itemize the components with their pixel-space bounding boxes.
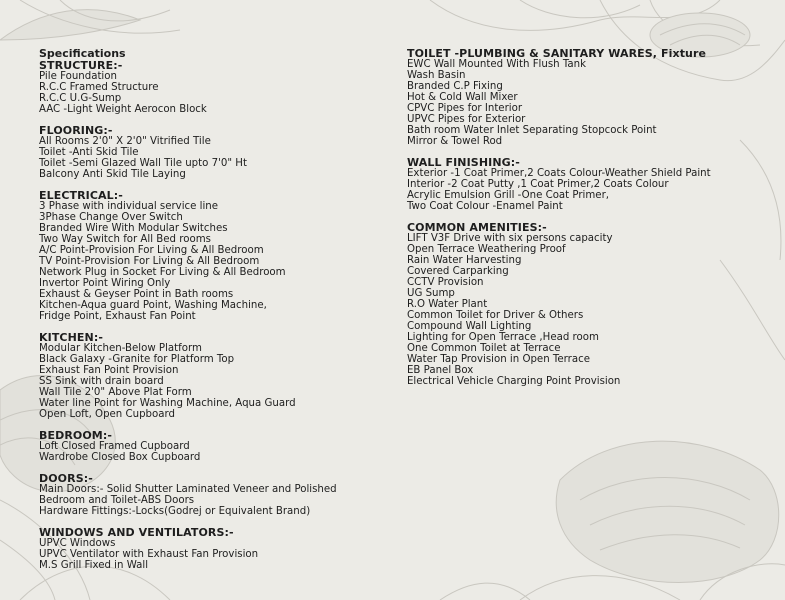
section-flooring: [39, 125, 399, 180]
spec-item: UPVC Ventilator with Exhaust Fan Provision: [39, 549, 259, 560]
spec-item: R.C.C Framed Structure: [39, 82, 159, 93]
section-title: WINDOWS AND VENTILATORS:-: [39, 526, 234, 539]
spec-item: Common Toilet for Driver & Others: [407, 310, 584, 321]
spec-item: Loft Closed Framed Cupboard: [39, 441, 190, 452]
spec-item: Acrylic Emulsion Grill -One Coat Primer,: [407, 190, 609, 201]
spec-item: AAC -Light Weight Aerocon Block: [39, 104, 207, 115]
section-title: ELECTRICAL:-: [39, 189, 123, 202]
spec-item: Two Coat Colour -Enamel Paint: [407, 201, 563, 212]
spec-item: A/C Point-Provision For Living & All Bedroom: [39, 245, 264, 256]
spec-item: Branded C.P Fixing: [407, 81, 503, 92]
spec-item: Wall Tile 2'0" Above Plat Form: [39, 387, 192, 398]
spec-item: Bedroom and Toilet-ABS Doors: [39, 495, 195, 506]
spec-item: Exterior -1 Coat Primer,2 Coats Colour-Weather Shield Paint: [407, 168, 711, 179]
spec-item: Wardrobe Closed Box Cupboard: [39, 452, 201, 463]
spec-item: Hot & Cold Wall Mixer: [407, 92, 518, 103]
section-title: COMMON AMENITIES:-: [407, 221, 547, 234]
section-bedroom: [39, 430, 399, 463]
section-title: WALL FINISHING:-: [407, 156, 520, 169]
spec-item: Covered Carparking: [407, 266, 509, 277]
specifications-heading: Specifications: [39, 47, 126, 60]
spec-item: 3Phase Change Over Switch: [39, 212, 183, 223]
spec-item: R.O Water Plant: [407, 299, 488, 310]
spec-item: UPVC Pipes for Exterior: [407, 114, 526, 125]
spec-item: Fridge Point, Exhaust Fan Point: [39, 311, 196, 322]
spec-item: Invertor Point Wiring Only: [39, 278, 171, 289]
spec-item: Bath room Water Inlet Separating Stopcock Point: [407, 125, 657, 136]
spec-item: Water line Point for Washing Machine, Aqua Guard: [39, 398, 296, 409]
section-common-amenities: [407, 222, 782, 387]
section-doors: [39, 473, 399, 517]
section-toilet-plumbing-sanitary-wares-fixture: [407, 48, 782, 147]
spec-item: All Rooms 2'0" X 2'0" Vitrified Tile: [39, 136, 211, 147]
spec-item: Interior -2 Coat Putty ,1 Coat Primer,2 Coats Colour: [407, 179, 669, 190]
spec-item: Main Doors:- Solid Shutter Laminated Veneer and Polished: [39, 484, 337, 495]
spec-item: Black Galaxy -Granite for Platform Top: [39, 354, 235, 365]
spec-item: EB Panel Box: [407, 365, 474, 376]
spec-item: Modular Kitchen-Below Platform: [39, 343, 202, 354]
spec-item: Open Terrace Weathering Proof: [407, 244, 566, 255]
spec-item: Compound Wall Lighting: [407, 321, 532, 332]
section-title: TOILET -PLUMBING & SANITARY WARES, Fixture: [407, 47, 707, 60]
spec-item: Branded Wire With Modular Switches: [39, 223, 228, 234]
spec-item: Open Loft, Open Cupboard: [39, 409, 175, 420]
section-kitchen: [39, 332, 399, 420]
spec-item: Kitchen-Aqua guard Point, Washing Machine,: [39, 300, 267, 311]
spec-item: Water Tap Provision in Open Terrace: [407, 354, 590, 365]
spec-item: LIFT V3F Drive with six persons capacity: [407, 233, 613, 244]
spec-item: UG Sump: [407, 288, 455, 299]
spec-item: CPVC Pipes for Interior: [407, 103, 523, 114]
right-column: [407, 48, 782, 397]
spec-item: Exhaust & Geyser Point in Bath rooms: [39, 289, 234, 300]
section-structure: [39, 60, 399, 115]
section-title: STRUCTURE:-: [39, 59, 123, 72]
spec-item: EWC Wall Mounted With Flush Tank: [407, 59, 586, 70]
section-wall-finishing: [407, 157, 782, 212]
left-column: [39, 48, 399, 581]
spec-item: Toilet -Semi Glazed Wall Tile upto 7'0" Ht: [39, 158, 247, 169]
spec-item: Network Plug in Socket For Living & All Bedroom: [39, 267, 286, 278]
spec-item: 3 Phase with individual service line: [39, 201, 219, 212]
spec-item: TV Point-Provision For Living & All Bedroom: [39, 256, 260, 267]
spec-item: Rain Water Harvesting: [407, 255, 522, 266]
spec-item: Electrical Vehicle Charging Point Provision: [407, 376, 621, 387]
spec-item: Lighting for Open Terrace ,Head room: [407, 332, 599, 343]
spec-item: M.S Grill Fixed in Wall: [39, 560, 149, 571]
right-sections: [407, 48, 782, 387]
spec-item: One Common Toilet at Terrace: [407, 343, 561, 354]
spec-item: Pile Foundation: [39, 71, 117, 82]
section-title: FLOORING:-: [39, 124, 113, 137]
spec-item: Mirror & Towel Rod: [407, 136, 503, 147]
spec-item: CCTV Provision: [407, 277, 484, 288]
spec-item: Toilet -Anti Skid Tile: [39, 147, 139, 158]
section-title: BEDROOM:-: [39, 429, 113, 442]
section-title: DOORS:-: [39, 472, 93, 485]
spec-item: SS Sink with drain board: [39, 376, 164, 387]
spec-item: Two Way Switch for All Bed rooms: [39, 234, 211, 245]
section-electrical: [39, 190, 399, 322]
spec-item: Hardware Fittings:-Locks(Godrej or Equivalent Brand): [39, 506, 311, 517]
spec-item: Balcony Anti Skid Tile Laying: [39, 169, 186, 180]
spec-item: Exhaust Fan Point Provision: [39, 365, 179, 376]
spec-item: Wash Basin: [407, 70, 466, 81]
section-title: KITCHEN:-: [39, 331, 103, 344]
left-sections: [39, 60, 399, 571]
section-windows-and-ventilators: [39, 527, 399, 571]
spec-item: UPVC Windows: [39, 538, 116, 549]
spec-item: R.C.C U.G-Sump: [39, 93, 122, 104]
